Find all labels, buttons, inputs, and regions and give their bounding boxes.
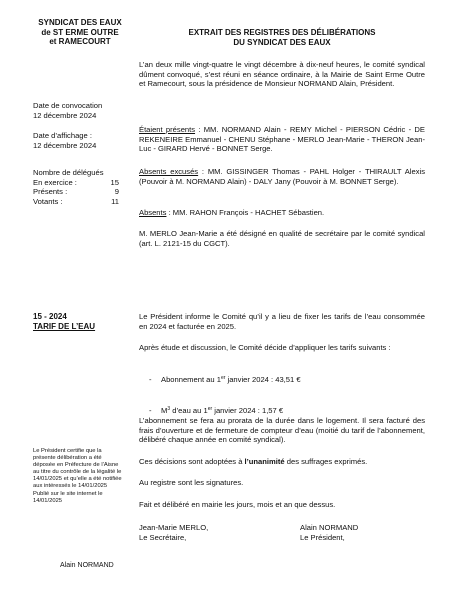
count-value: 15 [110, 177, 119, 187]
excuses-paragraph [139, 167, 425, 186]
count-label: En exercice : [33, 177, 77, 187]
delegues-block [33, 168, 119, 206]
tarif-intro: Le Président informe le Comité qu’il y a lieu de fixer les tarifs de l’eau consommée en 2024 et facturée en 2025. [139, 312, 425, 331]
presents-label: Étaient présents [139, 125, 196, 134]
bullet-abonnement [139, 375, 425, 385]
count-label: Présents : [33, 187, 68, 197]
bullet-dash: - [149, 375, 152, 384]
certification-note: Le Président certifie que la présente délibération a été déposée en Préfecture de l’Aisne au titre du contrôle de la légalité le 14/01/2025 et qu’elle a été notifiée aux intéressés le 14/01/2025 Publié sur le site internet le 14/01/2025 [33, 448, 122, 504]
bullet-dash: - [149, 405, 152, 415]
secretaire-name: Jean-Marie MERLO, [139, 523, 209, 532]
abonnement-prorata: L’abonnement se fera au prorata de la durée dans le logement. Il sera facturé des frais d’ouverture et de fermeture de compteur d’eau (moitié du tarif de l’abonnement, délibéré chaque année en comité syndical). [139, 416, 425, 445]
bullet-m3-sup: 3 [167, 405, 171, 412]
syndicat-line: et RAMECOURT [49, 37, 111, 47]
presents-text: : MM. NORMAND Alain - REMY Michel - PIERSON Cédric - DE REKENEIRE Emmanuel - CHENU Stéphane - MERLO Jean-Marie - THERON Jean-Luc - GIRARD Hervé - BONNET Serge. [139, 125, 425, 154]
deliberation-title: TARIF DE L’EAU [33, 321, 96, 331]
meeting-intro: L’an deux mille vingt-quatre le vingt décembre à dix-neuf heures, le comité syndical dûment convoqué, s’est réuni en séance ordinaire, à la Mairie de Saint Erme Outre et Ramecourt, sous la présidence de Monsieur NORMAND Alain, Président. [139, 60, 425, 89]
unanimite-pre: Ces décisions sont adoptées à [139, 457, 245, 466]
extract-line: DU SYNDICAT DES EAUX [233, 37, 331, 47]
convocation-block [33, 101, 125, 120]
bullet-m3-sup2: er [207, 405, 213, 412]
count-row [33, 178, 119, 188]
bullet-abonnement-text: Abonnement au 1 [161, 375, 221, 384]
bullet-m3 [139, 406, 425, 416]
unanimite-paragraph [139, 457, 425, 467]
bullet-abonnement-value: janvier 2024 : 43,51 € [225, 375, 301, 384]
convocation-label: Date de convocation [33, 101, 103, 110]
president-name: Alain NORMAND [300, 523, 359, 532]
count-row [33, 197, 119, 207]
absents-label: Absents [139, 208, 167, 217]
bullet-m3-mid: d’eau au 1 [170, 405, 208, 415]
unanimite-post: des suffrages exprimés. [284, 457, 368, 466]
president-role: Le Président, [300, 532, 345, 542]
syndicat-line: SYNDICAT DES EAUX [38, 18, 122, 27]
signatures-block [139, 523, 425, 545]
deliberation-heading [33, 312, 125, 331]
affichage-label: Date d’affichage : [33, 131, 92, 140]
bullet-abonnement-sup: er [220, 375, 226, 381]
presents-paragraph [139, 125, 425, 154]
syndicat-line: de ST ERME OUTRE [41, 27, 119, 37]
absents-text: : MM. RAHON François - HACHET Sébastien. [166, 208, 325, 217]
affichage-block [33, 131, 125, 150]
extract-line: EXTRAIT DES REGISTRES DES DÉLIBÉRATIONS [188, 28, 376, 37]
count-label: Votants : [33, 196, 63, 206]
secretaire-paragraph: M. MERLO Jean-Marie a été désigné en qualité de secrétaire par le comité syndical (art. L. 2121-15 du CGCT). [139, 229, 425, 248]
convocation-date: 12 décembre 2024 [33, 110, 97, 120]
secretaire-signature [139, 523, 208, 542]
secretaire-role: Le Secrétaire, [139, 532, 187, 542]
affichage-date: 12 décembre 2024 [33, 140, 97, 150]
bullet-m3-text: M [161, 405, 168, 415]
unanimite-bold: l’unanimité [244, 457, 285, 466]
deliberation-number: 15 - 2024 [33, 312, 67, 321]
count-value: 9 [114, 187, 119, 197]
bullet-m3-value: janvier 2024 : 1,57 € [212, 405, 284, 415]
count-row [33, 187, 119, 197]
tarif-decision: Après étude et discussion, le Comité décide d’appliquer les tarifs suivants : [139, 343, 391, 352]
delegues-title: Nombre de délégués [33, 168, 104, 177]
registre-paragraph: Au registre sont les signatures. [139, 478, 244, 487]
absents-paragraph [139, 208, 425, 218]
extract-header [139, 28, 425, 47]
president-signature [300, 523, 358, 542]
excuses-label: Absents excusés [139, 167, 199, 176]
syndicat-header [33, 18, 127, 47]
excuses-text: : MM. GISSINGER Thomas - PAHL Holger - THIRAULT Alexis (Pouvoir à M. NORMAND Alain) - DALY Jany (Pouvoir à M. BONNET Serge). [139, 167, 426, 186]
fait-paragraph: Fait et délibéré en mairie les jours, mois et an que dessus. [139, 500, 336, 509]
count-value: 11 [111, 196, 119, 206]
signature-name: Alain NORMAND [60, 562, 114, 569]
